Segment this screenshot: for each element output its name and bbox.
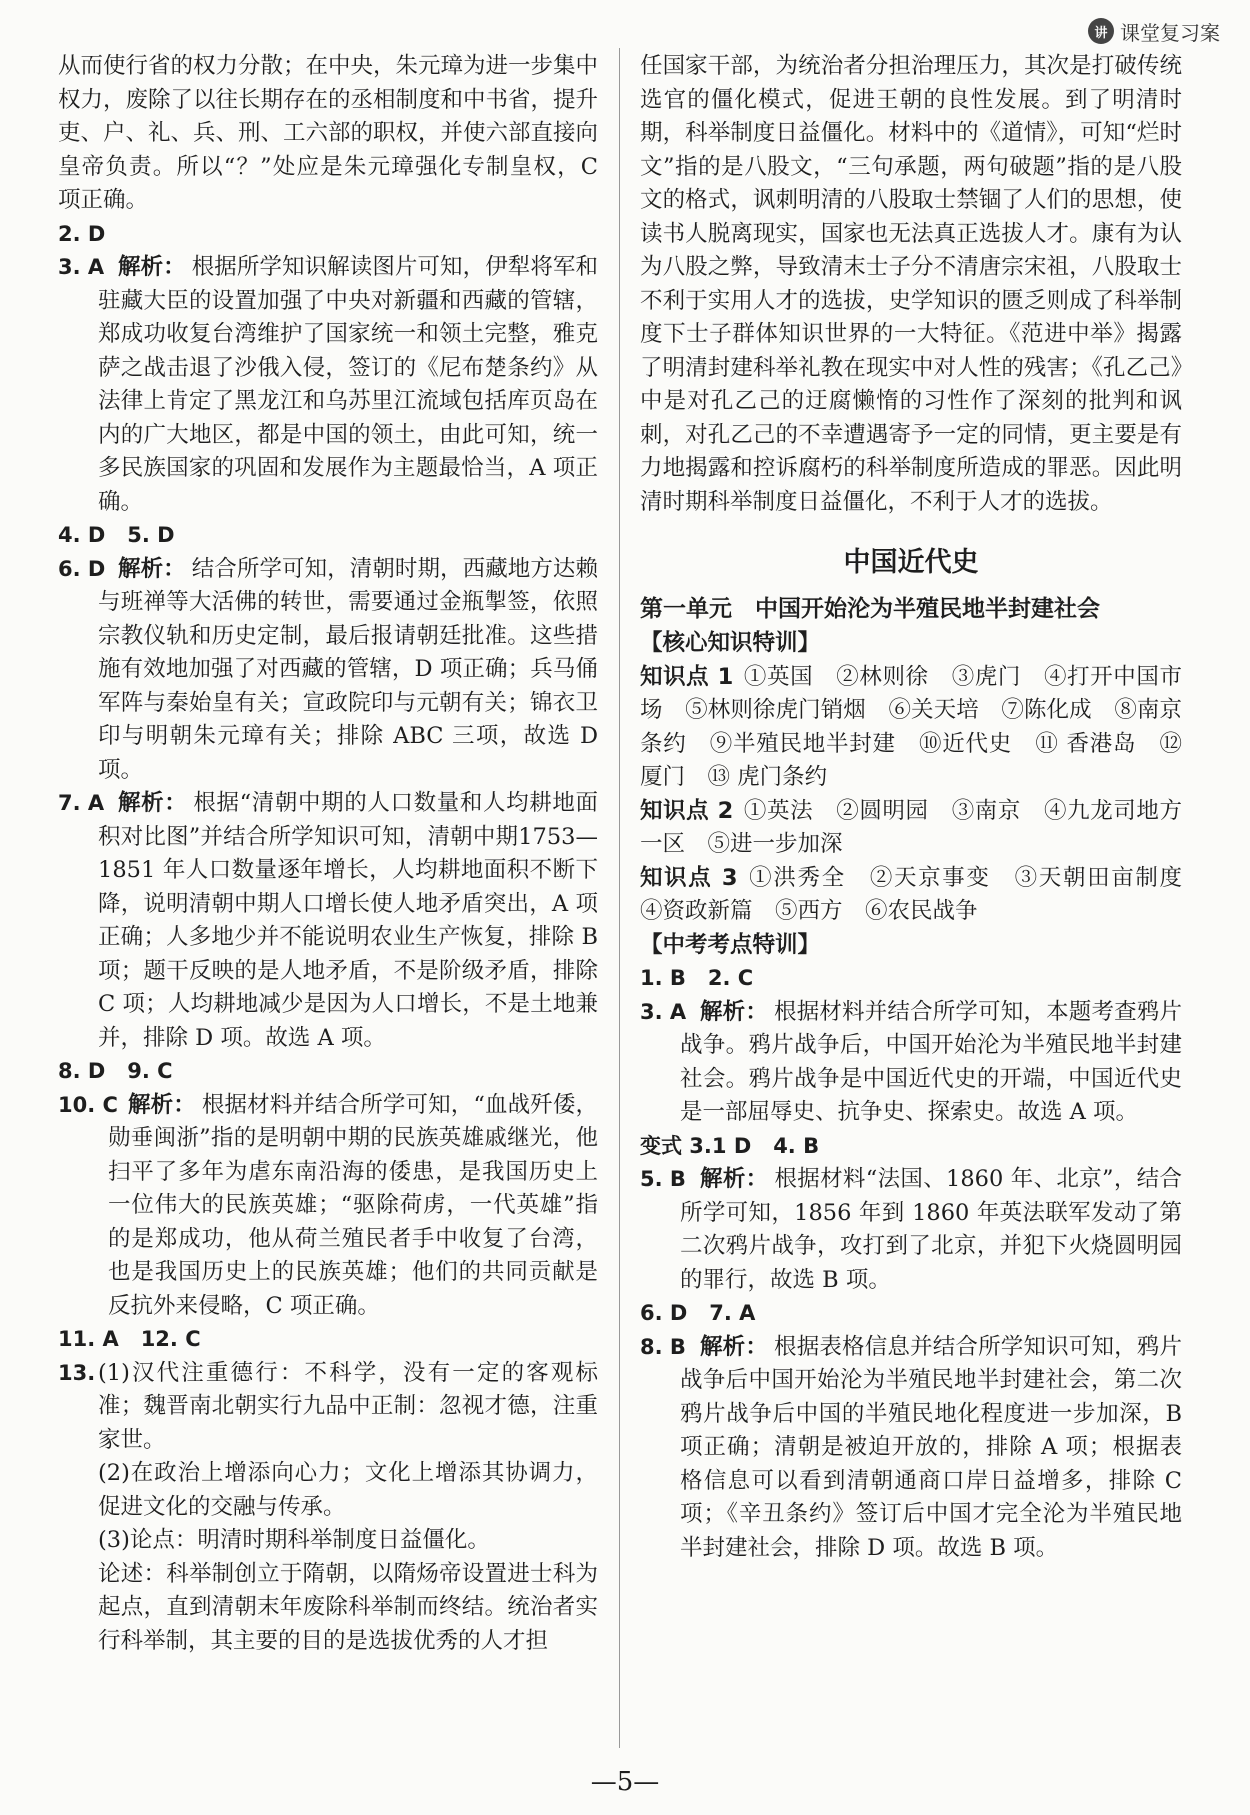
knowledge-point-1-text: ①英国 ②林则徐 ③虎门 ④打开中国市场 ⑤林则徐虎门销烟 ⑥关天培 ⑦陈化成 ⑧南京条约 ⑨半殖民地半封建 ⑩近代史 ⑪ 香港岛 ⑫ 厦门 ⑬ 虎门条约 — [640, 663, 1182, 790]
unit-title: 第一单元 中国开始沦为半殖民地半封建社会 — [640, 596, 1100, 622]
exam-answer-3-number: 3. A — [640, 999, 687, 1024]
exam-answer-3-body — [680, 996, 1182, 1130]
answer-6-text: 结合所学可知，清朝时期，西藏地方达赖与班禅等大活佛的转世，需要通过金瓶掣签，依照宗教仪轨和历史定制，最后报请朝廷批准。这些措施有效地加强了对西藏的管辖，D 项正确；兵马俑军阵与秦始皇有关；宣政院印与元朝有关；锦衣卫印与明朝朱元璋有关；排除 ABC 三项，故选 D 项。 — [98, 555, 598, 783]
left-column — [58, 50, 598, 1658]
exam-answer-3-text: 根据材料并结合所学可知，本题考查鸦片战争。鸦片战争后，中国开始沦为半殖民地半封建社会。鸦片战争是中国近代史的开端，中国近代史是一部屈辱史、抗争史、探索史。故选 A 项。 — [680, 998, 1182, 1125]
analysis-tag: 解析： — [118, 790, 188, 816]
answer-13-part-3: (3)论点：明清时期科举制度日益僵化。 — [98, 1527, 490, 1553]
answer-2: 2. D — [58, 221, 106, 246]
answer-11-12: 11. A 12. C — [58, 1327, 201, 1351]
knowledge-point-2 — [640, 795, 1182, 862]
knowledge-point-3 — [640, 862, 1205, 929]
column-divider — [619, 48, 620, 1748]
knowledge-point-2-text: ①英法 ②圆明园 ③南京 ④九龙司地方一区 ⑤进一步加深 — [640, 797, 1182, 857]
answer-6-number: 6. D — [58, 556, 106, 581]
exam-answer-3 — [640, 996, 1182, 1130]
answer-10 — [58, 1089, 598, 1324]
page-header — [1088, 14, 1220, 48]
analysis-tag: 解析： — [118, 555, 186, 582]
answer-6-body — [98, 553, 598, 788]
answer-13-part-2: (2)在政治上增添向心力；文化上增添其协调力，促进文化的交融与传承。 — [98, 1460, 598, 1520]
exam-answer-8-number: 8. B — [640, 1334, 686, 1359]
analysis-tag: 解析： — [700, 998, 769, 1025]
analysis-tag: 解析： — [128, 1091, 196, 1118]
knowledge-point-3-label: 知识点 3 — [640, 864, 738, 891]
exam-answer-8-body — [680, 1331, 1182, 1566]
answer-10-text: 根据材料并结合所学可知，“血战歼倭，勋垂闽浙”指的是明朝中期的民族英雄戚继光，他扫平了多年为虐东南沿海的倭患，是我国历史上一位伟大的民族英雄；“驱除荷虏，一代英雄”指的是郑成功，他从荷兰殖民者手中收复了台湾，也是我国历史上的民族英雄；他们的共同贡献是反抗外来侵略，C 项正确。 — [108, 1091, 598, 1319]
answer-6 — [58, 553, 598, 788]
header-title: 课堂复习案 — [1120, 20, 1220, 45]
knowledge-point-2-label: 知识点 2 — [640, 797, 734, 824]
answer-4-5: 4. D 5. D — [58, 523, 175, 547]
answer-7-body — [98, 787, 598, 1055]
answer-13-number: 13. — [58, 1360, 96, 1385]
exam-answer-8 — [640, 1331, 1182, 1566]
answer-3-number: 3. A — [58, 255, 105, 279]
answer-10-number: 10. C — [58, 1092, 118, 1117]
brand-logo-icon: 讲 — [1088, 18, 1114, 44]
answer-1-2: 1. B 2. C — [640, 966, 754, 990]
answer-6-7: 6. D 7. A — [640, 1301, 756, 1325]
knowledge-point-1 — [640, 661, 1182, 795]
knowledge-point-1-label: 知识点 1 — [640, 663, 734, 690]
answer-7 — [58, 787, 598, 1055]
answer-3 — [58, 251, 598, 519]
answer-continuation: 从而使行省的权力分散；在中央，朱元璋为进一步集中权力，废除了以往长期存在的丞相制度和中书省，提升吏、户、礼、兵、刑、工六部的职权，并使六部直接向皇帝负责。所以“？”处应是朱元璋强化专制皇权，C 项正确。 — [58, 53, 599, 213]
answer-13 — [58, 1357, 598, 1458]
core-knowledge-heading: 【核心知识特训】 — [640, 630, 821, 656]
answer-3-text: 根据所学知识解读图片可知，伊犁将军和驻藏大臣的设置加强了中央对新疆和西藏的管辖，郑成功收复台湾维护了国家统一和领土完整，雅克萨之战击退了沙俄入侵，签订的《尼布楚条约》从法律上肯定了黑龙江和乌苏里江流域包括库页岛在内的广大地区，都是中国的领土，由此可知，统一多民族国家的巩固和发展作为主题最恰当，A 项正确。 — [98, 254, 598, 515]
answer-8-9: 8. D 9. C — [58, 1059, 173, 1083]
exam-answer-5-text: 根据材料“法国、1860 年、北京”，结合所学可知，1856 年到 1860 年英法联军发动了第二次鸦片战争，攻打到了北京，并犯下火烧圆明园的罪行，故选 B 项。 — [680, 1166, 1182, 1293]
exam-answer-5-body — [680, 1163, 1182, 1297]
answer-7-text: 根据“清朝中期的人口数量和人均耕地面积对比图”并结合所学知识可知，清朝中期1753—1851 年人口数量逐年增长，人均耕地面积不断下降，说明清朝中期人口增长使人地矛盾突出，A 项正确；人多地少并不能说明农业生产恢复，排除 B 项；题干反映的是人地矛盾，不是阶级矛盾，排除 C 项；人均耕地减少是因为人口增长，不是土地兼并，排除 D 项。故选 A 项。 — [98, 790, 598, 1051]
knowledge-point-3-text: ①洪秀全 ②天京事变 ③天朝田亩制度 ④资政新篇 ⑤西方 ⑥农民战争 — [640, 864, 1205, 924]
analysis-tag: 解析： — [118, 254, 186, 280]
answer-10-body — [108, 1089, 598, 1324]
page-number: —5— — [590, 1767, 660, 1797]
exam-answer-5-number: 5. B — [640, 1167, 686, 1191]
analysis-tag: 解析： — [700, 1166, 769, 1192]
exam-answer-8-text: 根据表格信息并结合所学知识可知，鸦片战争后中国开始沦为半殖民地半封建社会，第二次鸦片战争后中国的半殖民地化程度进一步加深，B 项正确；清朝是被迫开放的，排除 A 项；根据表格信息可以看到清朝通商口岸日益增多，排除 C 项；《辛丑条约》签订后中国才完全沦为半殖民地半封建社会，排除 D 项。故选 B 项。 — [680, 1333, 1182, 1561]
right-column — [640, 50, 1205, 1565]
exam-points-heading: 【中考考点特训】 — [640, 931, 821, 958]
exam-answer-5 — [640, 1163, 1182, 1297]
answer-3-body — [98, 251, 598, 519]
section-title: 中国近代史 — [843, 547, 979, 578]
answer-13-part-1: (1)汉代注重德行：不科学，没有一定的客观标准；魏晋南北朝实行九品中正制：忽视才德，注重家世。 — [98, 1359, 598, 1453]
answer-13-continuation: 任国家干部，为统治者分担治理压力，其次是打破传统选官的僵化模式，促进王朝的良性发展。到了明清时期，科举制度日益僵化。材料中的《道情》，可知“烂时文”指的是八股文，“三句承题，两句破题”指的是八股文的格式，讽刺明清的八股取士禁锢了人们的思想，使读书人脱离现实，国家也无法真正选拔人才。康有为认为八股之弊，导致清末士子分不清唐宗宋祖，八股取士不利于实用人才的选拔，史学知识的匮乏则成了科举制度下士子群体知识世界的一大特征。《范进中举》揭露了明清封建科举礼教在现实中对人性的残害；《孔乙己》中是对孔乙己的迂腐懒惰的习性作了深刻的批判和讽刺，对孔乙己的不幸遭遇寄予一定的同情，更主要是有力地揭露和控诉腐朽的科举制度所造成的罪恶。因此明清时期科举制度日益僵化，不利于人才的选拔。 — [640, 53, 1182, 515]
answer-7-number: 7. A — [58, 791, 105, 815]
answer-13-part-4: 论述：科举制创立于隋朝，以隋炀帝设置进士科为起点，直到清朝末年废除科举制而终结。统治者实行科举制，其主要的目的是选拔优秀的人才担 — [98, 1560, 598, 1654]
analysis-tag: 解析： — [700, 1333, 769, 1360]
variant-3-1-and-4: 变式 3.1 D 4. B — [640, 1133, 820, 1158]
